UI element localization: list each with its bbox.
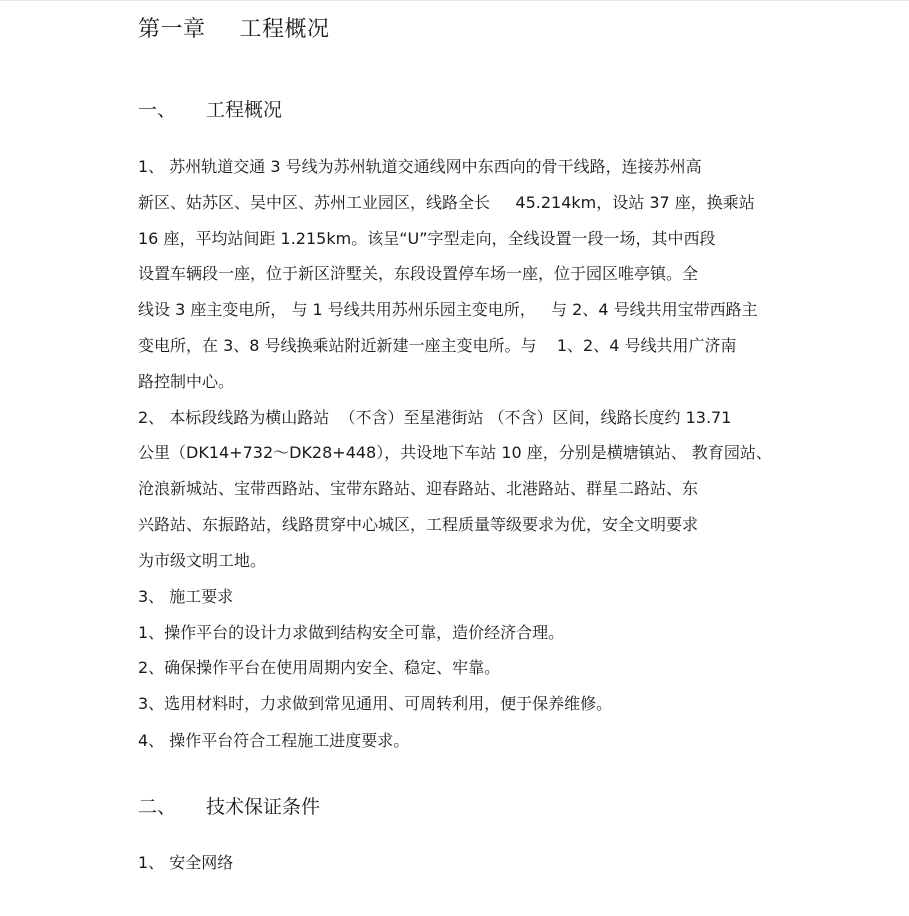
para1-line: 变电所，在 3、8 号线换乘站附近新建一座主变电所。与 1、2、4 号线共用广济南 [138,336,737,355]
chapter-heading [138,12,330,43]
section-heading-2 [138,792,320,819]
para1-line: 设置车辆段一座，位于新区浒墅关，东段设置停车场一座，位于园区唯亭镇。全 [138,264,699,283]
section-title-2: 技术保证条件 [206,796,321,818]
section-number-2: 二、 [138,796,177,818]
para2-line: 公里（DK14+732～DK28+448），共设地下车站 10 座，分别是横塘镇站、 教育园站、 [138,443,772,462]
requirement-item: 2、确保操作平台在使用周期内安全、稳定、牢靠。 [138,658,501,677]
subsection-heading-3: 3、 施工要求 [138,587,234,606]
requirement-item: 1、操作平台的设计力求做到结构安全可靠，造价经济合理。 [138,623,565,642]
page-top-edge [0,0,909,1]
requirement-item: 4、 操作平台符合工程施工进度要求。 [138,731,410,750]
para1-line: 路控制中心。 [138,372,235,391]
section-heading-1 [138,95,282,122]
chapter-number: 第一章 [138,17,206,42]
para2-line: 兴路站、东振路站，线路贯穿中心城区，工程质量等级要求为优，安全文明要求 [138,515,699,534]
para2-line: 2、 本标段线路为横山路站 （不含）至星港街站 （不含）区间，线路长度约 13.71 [138,408,732,427]
para1-line: 16 座，平均站间距 1.215km。该呈“U”字型走向，全线设置一段一场，其中西段 [138,229,716,248]
para2-line: 沧浪新城站、宝带西路站、宝带东路站、迎春路站、北港路站、群星二路站、东 [138,479,699,498]
section-title-1: 工程概况 [206,99,283,121]
chapter-title: 工程概况 [239,17,330,42]
requirement-item: 3、选用材料时，力求做到常见通用、可周转利用，便于保养维修。 [138,694,613,713]
para1-line: 线设 3 座主变电所， 与 1 号线共用苏州乐园主变电所， 与 2、4 号线共用宝带西路主 [138,300,758,319]
para1-line: 1、 苏州轨道交通 3 号线为苏州轨道交通线网中东西向的骨干线路，连接苏州高 [138,157,702,176]
subsection-heading-safety-network: 1、 安全网络 [138,853,234,872]
para1-line: 新区、姑苏区、吴中区、苏州工业园区，线路全长 45.214km，设站 37 座，换乘站 [138,193,755,212]
para2-line: 为市级文明工地。 [138,551,267,570]
section-number-1: 一、 [138,99,177,121]
